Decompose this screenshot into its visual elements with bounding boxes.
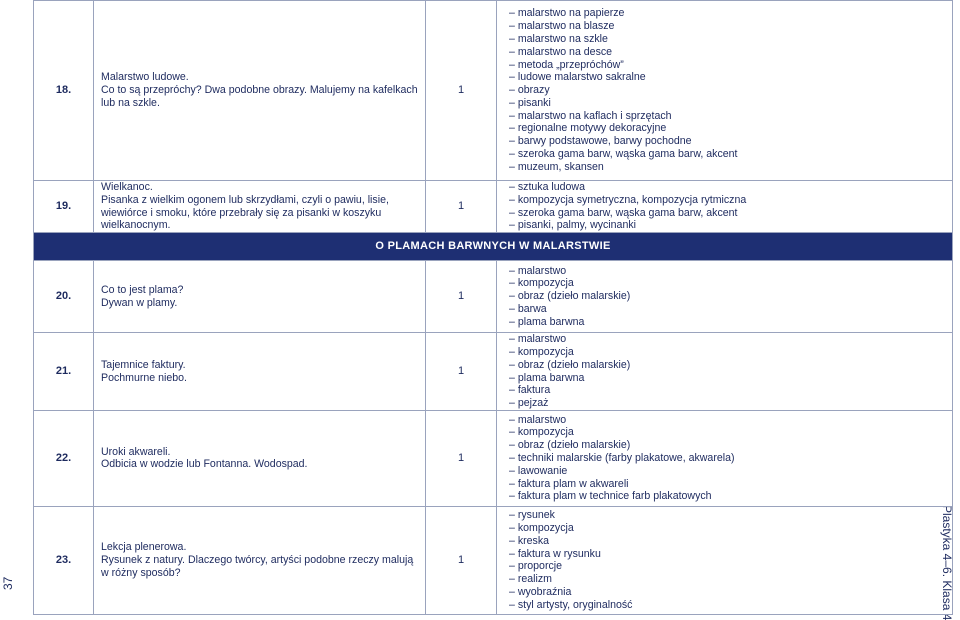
content-list (509, 181, 952, 232)
curriculum-body (34, 1, 954, 620)
lesson-hours: 1 (426, 333, 497, 411)
content-item: – szeroka gama barw, wąska gama barw, akcent (509, 207, 952, 220)
content-item: – kompozycja (509, 346, 952, 359)
lesson-content (497, 505, 954, 620)
content-item: – metoda „przepróchów” (509, 59, 952, 72)
content-item: – realizm (509, 573, 952, 586)
content-item: – regionalne motywy dekoracyjne (509, 122, 952, 135)
lesson-number: 20. (34, 261, 94, 333)
topic-line: Lekcja plenerowa. (101, 541, 187, 554)
content-item: – kompozycja symetryczna, kompozycja rytmiczna (509, 194, 952, 207)
content-item: – obraz (dzieło malarskie) (509, 439, 952, 452)
content-item: – kompozycja (509, 522, 952, 535)
content-item: – faktura (509, 384, 952, 397)
topic-line: Co to są przepróchy? Dwa podobne obrazy. Malujemy na kafelkach lub na szkle. (101, 84, 418, 109)
content-item: – wyobraźnia (509, 586, 952, 599)
lesson-content (497, 181, 953, 233)
table-row (34, 181, 953, 233)
side-label: Plastyka 4–6. Klasa 4 (940, 505, 954, 620)
content-list (509, 414, 952, 504)
table-row (34, 333, 953, 411)
lesson-hours: 1 (426, 1, 497, 181)
content-item: – pisanki (509, 97, 952, 110)
content-item: – lawowanie (509, 465, 952, 478)
content-item: – barwy podstawowe, barwy pochodne (509, 135, 952, 148)
lesson-number: 23. (34, 506, 94, 614)
lesson-content (497, 410, 953, 506)
lesson-hours: 1 (426, 261, 497, 333)
topic-line: Odbicia w wodzie lub Fontanna. Wodospad. (101, 458, 308, 471)
table-row (34, 1, 953, 181)
content-item: – plama barwna (509, 372, 952, 385)
topic-line: Co to jest plama? (101, 283, 184, 296)
content-item: – barwa (509, 303, 952, 316)
lesson-hours: 1 (426, 410, 497, 506)
content-item: – faktura plam w technice farb plakatowych (509, 490, 952, 503)
lesson-number: 19. (34, 181, 94, 233)
topic-line: Malarstwo ludowe. (101, 71, 189, 84)
lesson-topic (94, 181, 426, 233)
content-item: – malarstwo (509, 414, 952, 427)
lesson-topic (94, 1, 426, 181)
content-item: – kompozycja (509, 277, 952, 290)
content-item: – techniki malarskie (farby plakatowe, akwarela) (509, 452, 952, 465)
table-row (34, 410, 953, 506)
content-item: – malarstwo na blasze (509, 20, 952, 33)
topic-line: Wielkanoc. (101, 181, 153, 193)
lesson-topic (94, 261, 426, 333)
content-item: – szeroka gama barw, wąska gama barw, akcent (509, 148, 952, 161)
content-item: – kompozycja (509, 426, 952, 439)
content-item: – faktura plam w akwareli (509, 478, 952, 491)
content-item: – obrazy (509, 84, 952, 97)
lesson-topic (94, 506, 426, 614)
page-number: 37 (1, 576, 15, 590)
topic-line: Pisanka z wielkim ogonem lub skrzydłami, czyli o pawiu, lisie, wiewiórce i smoku, które przebrały się za pisanki w koszyku wielkanocnym. (101, 193, 389, 232)
content-list (509, 509, 952, 611)
lesson-content (497, 333, 953, 411)
content-item: – styl artysty, oryginalność (509, 599, 952, 612)
content-item: – pejzaż (509, 397, 952, 410)
content-list (509, 265, 952, 329)
table-row (34, 506, 953, 614)
content-item: – muzeum, skansen (509, 161, 952, 174)
lesson-number: 21. (34, 333, 94, 411)
lesson-number: 22. (34, 410, 94, 506)
content-item: – malarstwo na papierze (509, 7, 952, 20)
topic-line: Uroki akwareli. (101, 445, 171, 458)
content-item: – obraz (dzieło malarskie) (509, 290, 952, 303)
topic-line: Dywan w plamy. (101, 296, 178, 309)
topic-line: Rysunek z natury. Dlaczego twórcy, artyści podobne rzeczy malują w różny sposób? (101, 554, 414, 579)
lesson-number: 18. (34, 1, 94, 181)
content-item: – malarstwo (509, 333, 952, 346)
lesson-topic (94, 333, 426, 411)
content-item: – obraz (dzieło malarskie) (509, 359, 952, 372)
curriculum-table (33, 0, 954, 620)
content-item: – rysunek (509, 509, 952, 522)
content-item: – malarstwo na szkle (509, 33, 952, 46)
content-list (509, 333, 952, 410)
lesson-hours: 1 (426, 181, 497, 233)
lesson-topic (94, 410, 426, 506)
content-item: – malarstwo na desce (509, 46, 952, 59)
content-item: – faktura w rysunku (509, 548, 952, 561)
content-item: – proporcje (509, 560, 952, 573)
lesson-content (497, 261, 953, 333)
topic-line: Pochmurne niebo. (101, 371, 187, 384)
content-item: – ludowe malarstwo sakralne (509, 71, 952, 84)
content-item: – malarstwo (509, 265, 952, 278)
table-row (34, 261, 953, 333)
content-item: – pisanki, palmy, wycinanki (509, 219, 952, 232)
topic-line: Tajemnice faktury. (101, 358, 186, 371)
content-item: – sztuka ludowa (509, 181, 952, 194)
content-item: – plama barwna (509, 316, 952, 329)
content-list (509, 7, 952, 173)
section-header-row (34, 233, 953, 261)
section-title: O PLAMACH BARWNYCH W MALARSTWIE (34, 233, 953, 261)
content-item: – kreska (509, 535, 952, 548)
lesson-hours: 1 (426, 506, 497, 614)
lesson-content (497, 1, 953, 181)
content-item: – malarstwo na kaflach i sprzętach (509, 110, 952, 123)
